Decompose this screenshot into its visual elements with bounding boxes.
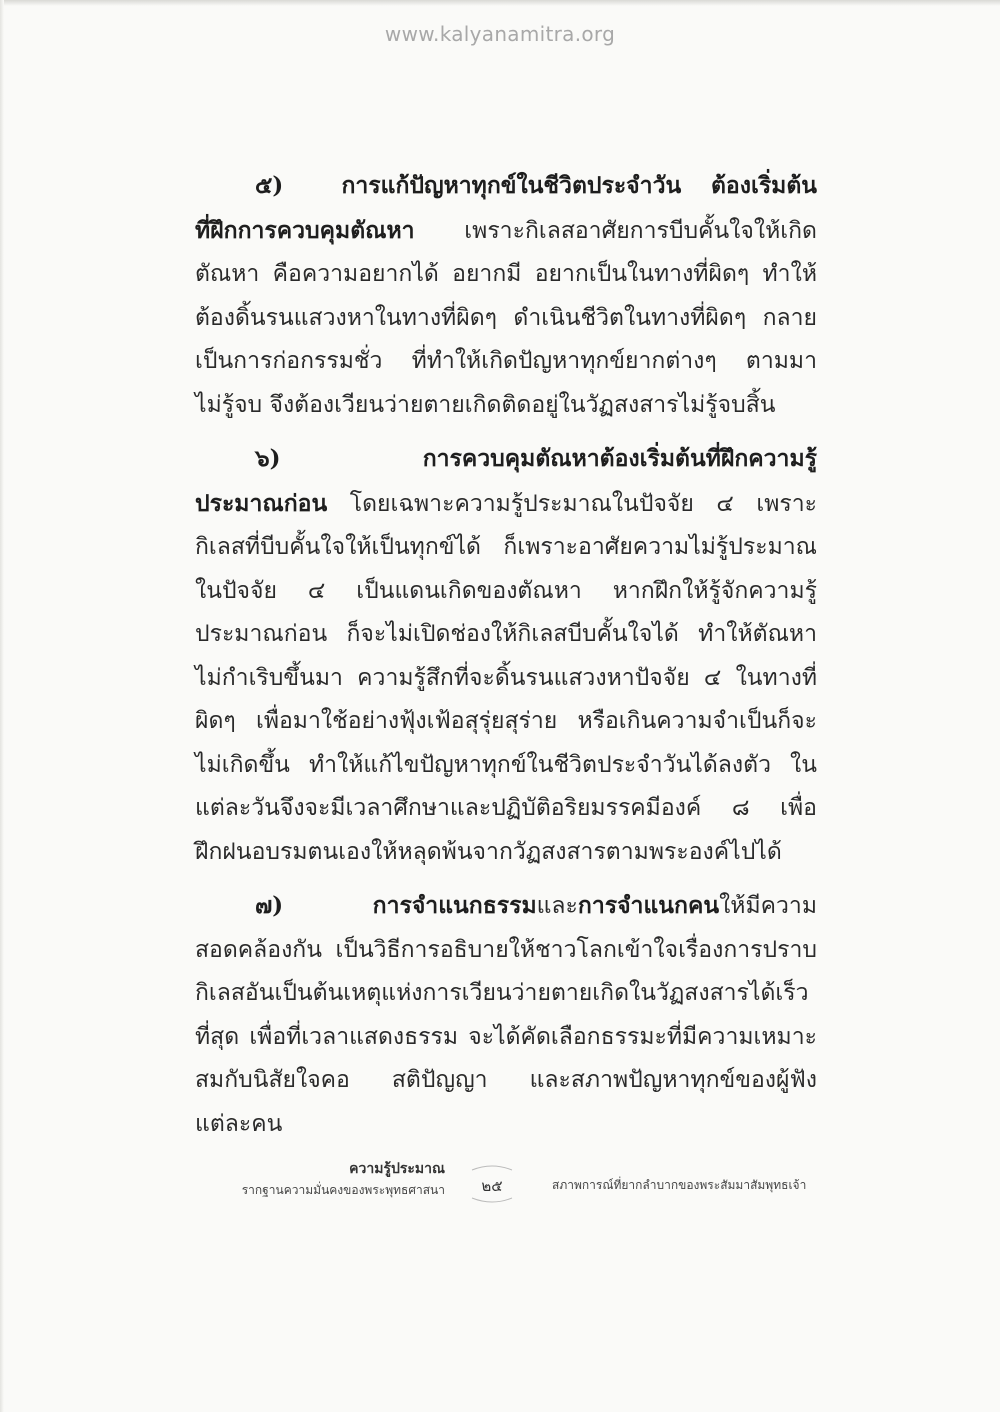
paragraph-6-heading: การควบคุมตัณหาต้องเริ่มต้นที่ฝึกความรู้ xyxy=(422,445,817,472)
paragraph-5-heading: การแก้ปัญหาทุกข์ในชีวิตประจำวัน ต้องเริ่มต้น xyxy=(341,172,817,199)
paragraph-6-line-8: ไม่เกิดขึ้น ทำให้แก้ไขปัญหาทุกข์ในชีวิตประจำวันได้ลงตัว ใน xyxy=(195,751,817,778)
paragraph-5-line-3: ตัณหา คือความอยากได้ อยากมี อยากเป็นในทางที่ผิดๆ ทำให้ xyxy=(195,261,817,287)
page-number: ๒๕ xyxy=(481,1177,503,1195)
paragraph-5-line-5: เป็นการก่อกรรมชั่ว ที่ทำให้เกิดปัญหาทุกข์ยากต่างๆ ตามมา xyxy=(195,348,817,374)
item-number: ๖) xyxy=(255,445,281,472)
footer-book-subtitle: รากฐานความมั่นคงของพระพุทธศาสนา xyxy=(241,1183,445,1197)
paragraph-6-line-2-text: โดยเฉพาะความรู้ประมาณในปัจจัย ๔ เพราะ xyxy=(327,490,817,517)
paragraph-5-line-1 xyxy=(195,164,817,209)
item-number: ๗) xyxy=(255,892,284,919)
paragraph-6-line-4: ในปัจจัย ๔ เป็นแดนเกิดของตัณหา หากฝึกให้รู้จักความรู้ xyxy=(195,577,817,604)
paragraph-5-line-2 xyxy=(195,209,817,254)
paragraph-7-line-4: ที่สุด เพื่อที่เวลาแสดงธรรม จะได้คัดเลือกธรรมะที่มีความเหมาะ xyxy=(195,1023,817,1050)
watermark-url: www.kalyanamitra.org xyxy=(384,22,616,46)
paragraph-6-line-7: ผิดๆ เพื่อมาใช้อย่างฟุ้งเฟ้อสุรุ่ยสุร่าย หรือเกินความจำเป็นก็จะ xyxy=(195,708,817,734)
paragraph-7-line-6: แต่ละคน xyxy=(195,1110,283,1137)
paragraph-6 xyxy=(195,437,817,874)
paragraph-7-mid: และ xyxy=(536,893,578,919)
page-footer xyxy=(0,1158,1000,1218)
paragraph-6-line-5: ประมาณก่อน ก็จะไม่เปิดช่องให้กิเลสบีบคั้นใจได้ ทำให้ตัณหา xyxy=(195,621,817,647)
footer-left xyxy=(242,1158,445,1200)
paragraph-7 xyxy=(195,884,817,1146)
paragraph-5 xyxy=(195,164,817,427)
footer-chapter-title: สภาพการณ์ที่ยากลำบากของพระสัมมาสัมพุทธเจ้า xyxy=(552,1178,807,1192)
paragraph-6-line-3: กิเลสที่บีบคั้นใจให้เป็นทุกข์ได้ ก็เพราะอาศัยความไม่รู้ประมาณ xyxy=(195,534,817,560)
body-text xyxy=(195,164,817,1146)
paragraph-7-tail: ให้มีความ xyxy=(719,893,817,919)
paragraph-7-line-3: กิเลสอันเป็นต้นเหตุแห่งการเวียนว่ายตายเกิดในวัฏสงสารได้เร็ว xyxy=(195,980,809,1006)
paragraph-7-line-1 xyxy=(195,884,817,929)
paragraph-5-line-2-text: เพราะกิเลสอาศัยการบีบคั้นใจให้เกิด xyxy=(414,217,817,244)
item-number: ๕) xyxy=(255,172,284,199)
footer-book-title: ความรู้ประมาณ xyxy=(349,1161,445,1177)
paragraph-6-line-2 xyxy=(195,482,817,527)
page-edge-top xyxy=(0,0,1000,6)
paragraph-gap xyxy=(195,427,817,437)
paragraph-5-heading-cont: ที่ฝึกการควบคุมตัณหา xyxy=(195,216,415,244)
paragraph-7-bold-b: การจำแนกคน xyxy=(577,892,720,919)
paragraph-7-bold-a: การจำแนกธรรม xyxy=(372,892,537,919)
paragraph-5-line-6: ไม่รู้จบ จึงต้องเวียนว่ายตายเกิดติดอยู่ในวัฏสงสารไม่รู้จบสิ้น xyxy=(195,391,776,418)
paragraph-7-line-2: สอดคล้องกัน เป็นวิธีการอธิบายให้ชาวโลกเข้าใจเรื่องการปราบ xyxy=(195,936,817,963)
paragraph-6-line-10: ฝึกฝนอบรมตนเองให้หลุดพ้นจากวัฏสงสารตามพระองค์ไปได้ xyxy=(195,838,782,865)
paragraph-6-heading-cont: ประมาณก่อน xyxy=(195,489,328,517)
paragraph-6-line-1 xyxy=(195,437,817,482)
paragraph-5-line-4: ต้องดิ้นรนแสวงหาในทางที่ผิดๆ ดำเนินชีวิตในทางที่ผิดๆ กลาย xyxy=(195,304,817,331)
paragraph-7-line-5: สมกับนิสัยใจคอ สติปัญญา และสภาพปัญหาทุกข์ของผู้ฟัง xyxy=(195,1067,817,1093)
paragraph-6-line-9: แต่ละวันจึงจะมีเวลาศึกษาและปฏิบัติอริยมรรคมีองค์ ๘ เพื่อ xyxy=(195,795,817,821)
paragraph-6-line-6: ไม่กำเริบขึ้นมา ความรู้สึกที่จะดิ้นรนแสวงหาปัจจัย ๔ ในทางที่ xyxy=(195,664,817,691)
paragraph-gap xyxy=(195,874,817,884)
